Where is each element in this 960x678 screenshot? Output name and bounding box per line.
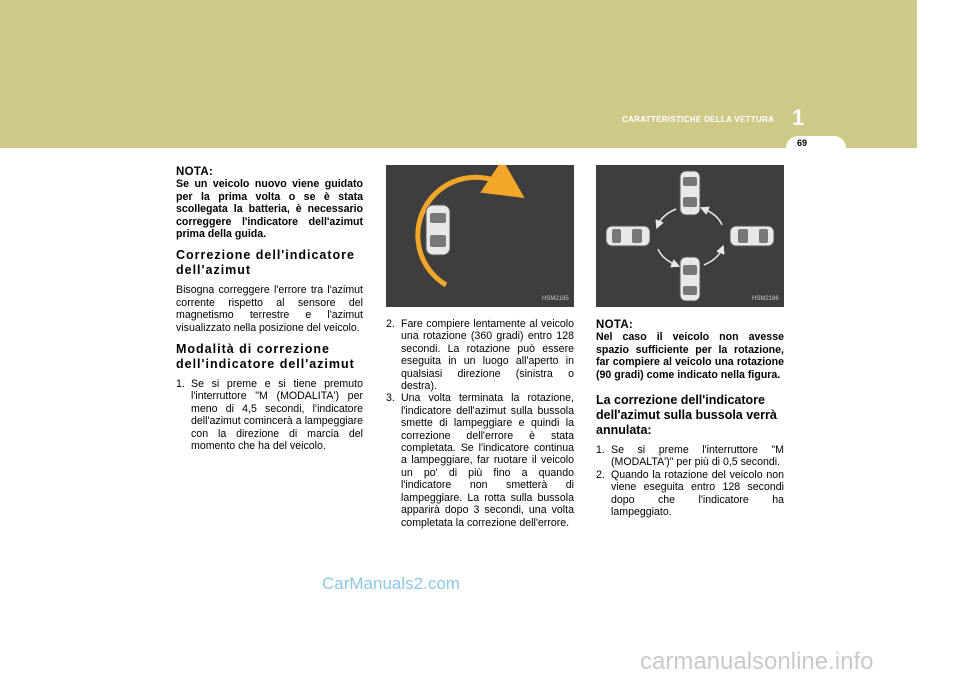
figure-code: HSM2185 — [542, 296, 569, 302]
item-number: 1. — [176, 378, 185, 391]
item-text: Una volta terminata la rotazione, l'indicatore dell'azimut sulla bussola smette di lampeggiare e quindi la correzione dell'errore è stata completata. Se l'indicatore continua a lampeggiare, far ruotare il veicolo un po' di più fino a quando l'indicatore non smetterà di lampeggiare. La rotta sulla bussola apparirà dopo 3 secondi, una volta completata la correzione dell'errore. — [401, 392, 574, 529]
list-item — [176, 378, 363, 452]
item-text: Se si preme l'interruttore "M (MODALTA')" per più di 0,5 secondi. — [611, 444, 784, 469]
header-band — [0, 0, 917, 148]
item-number: 2. — [596, 468, 605, 481]
note-text: Se un veicolo nuovo viene guidato per la prima volta o se è stata scollegata la batteria, è necessario correggere l'indicatore dell'azimut prima della guida. — [176, 178, 363, 241]
note-label: NOTA: — [596, 319, 634, 331]
section-title: CARATTERISTICHE DELLA VETTURA — [622, 115, 775, 124]
watermark-carmanuals2: CarManuals2.com — [322, 574, 460, 593]
item-text: Fare compiere lentamente al veicolo una rotazione (360 gradi) entro 128 secondi. La rotazione può essere eseguita in un luogo all'aperto in qualsiasi direzione (sinistra o destra). — [401, 318, 574, 393]
heading-azimut-correction: Correzione dell'indicatore dell'azimut — [176, 248, 356, 278]
car-icon-bottom — [680, 257, 700, 301]
figure-90-degree-rotation — [596, 165, 784, 307]
item-text: Se si preme e si tiene premuto l'interruttore "M (MODALITA') per meno di 4,5 secondi, l'indicatore dell'azimut comincerà a lampeggiare con la direzione di marcia del momento che ha del veicolo. — [191, 378, 363, 453]
car-icon-left — [606, 226, 650, 246]
list-item — [596, 469, 784, 519]
note-text: Nel caso il veicolo non avesse spazio sufficiente per la rotazione, far compiere al veicolo una rotazione (90 gradi) come indicato nella figura. — [596, 331, 784, 381]
figure-code: HSM2186 — [752, 296, 779, 302]
list-item — [386, 318, 574, 392]
column-right — [596, 319, 784, 518]
item-number: 3. — [386, 392, 395, 405]
car-icon-right — [730, 226, 774, 246]
car-icon — [426, 205, 450, 255]
steps-list — [386, 318, 574, 529]
car-icon-top — [680, 171, 700, 215]
steps-list — [176, 378, 363, 452]
rotation-diagram — [386, 165, 574, 307]
cancel-conditions-list — [596, 444, 784, 518]
heading-correction-cancel: La correzione dell'indicatore dell'azimut sulla bussola verrà annulata: — [596, 393, 777, 438]
note-label: NOTA: — [176, 166, 214, 178]
page-number: 69 — [796, 138, 807, 148]
chapter-number: 1 — [792, 105, 805, 130]
item-number: 2. — [386, 318, 395, 330]
figure-full-rotation — [386, 165, 574, 307]
watermark-carmanualsonline: carmanualsonline.info — [640, 648, 874, 675]
column-middle — [386, 318, 574, 529]
list-item — [596, 444, 784, 469]
column-left — [176, 166, 363, 453]
heading-correction-mode: Modalità di correzione dell'indicatore dell'azimut — [176, 342, 355, 372]
rotation-90-diagram — [596, 165, 784, 307]
list-item — [386, 392, 574, 528]
item-text: Quando la rotazione del veicolo non viene eseguita entro 128 secondi dopo che l'indicatore ha lampeggiato. — [611, 468, 784, 519]
item-number: 1. — [596, 444, 605, 457]
paragraph-azimut-error: Bisogna correggere l'errore tra l'azimut corrente rispetto al sensore del magnetismo terrestre e l'azimut visualizzato nella posizione del veicolo. — [176, 284, 363, 334]
